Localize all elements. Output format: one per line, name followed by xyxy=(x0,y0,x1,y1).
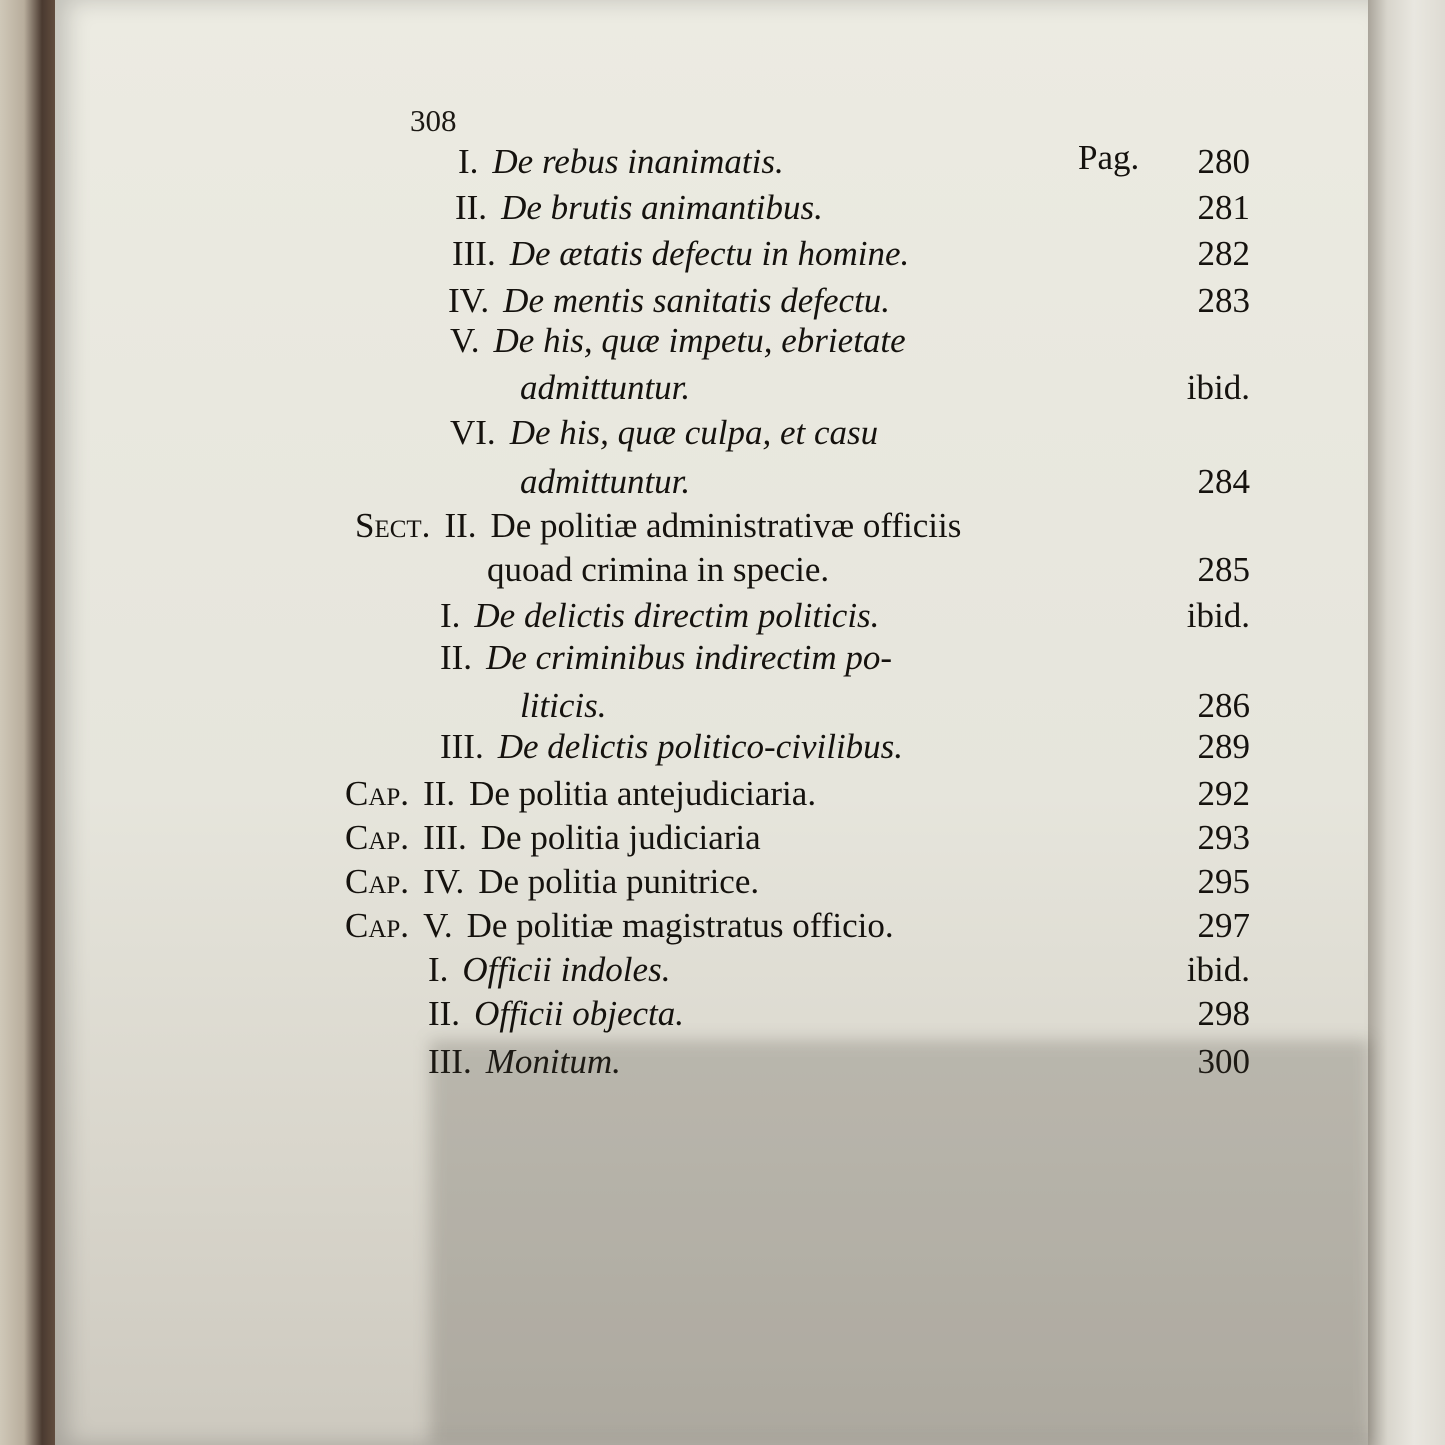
shadow-overlay xyxy=(430,1040,1370,1445)
toc-entry-page: ibid. xyxy=(1186,368,1250,407)
toc-entry-number: VI. xyxy=(450,413,496,452)
toc-entry-number: I. xyxy=(458,142,479,181)
toc-entry-title: De delictis directim politicis. xyxy=(474,596,880,635)
page-column-header: Pag. xyxy=(1078,138,1140,177)
toc-entry-page: 280 xyxy=(1197,142,1250,181)
toc-entry-title: De brutis animantibus. xyxy=(501,188,823,227)
toc-entry-number: V. xyxy=(450,321,480,360)
toc-entry-prefix: Cap. xyxy=(345,862,410,901)
toc-entry-title: De his, quæ culpa, et casu xyxy=(509,413,879,452)
toc-entry-page: 282 xyxy=(1197,234,1250,273)
toc-entry xyxy=(345,904,894,948)
toc-entry-title: De rebus inanimatis. xyxy=(492,142,784,181)
toc-entry-title: De politiæ magistratus officio. xyxy=(466,906,894,945)
toc-entry-number: V. xyxy=(423,906,453,945)
toc-entry-number: III. xyxy=(452,234,496,273)
toc-entry-number: II. xyxy=(440,638,473,677)
toc-entry-page: 281 xyxy=(1197,188,1250,227)
toc-entry-page: 283 xyxy=(1197,281,1250,320)
toc-entry-page: 286 xyxy=(1197,686,1250,725)
toc-entry-title: De mentis sanitatis defectu. xyxy=(503,281,891,320)
toc-entry xyxy=(440,636,892,680)
toc-entry-title: De politia punitrice. xyxy=(478,862,760,901)
toc-entry-prefix: Cap. xyxy=(345,906,410,945)
toc-entry xyxy=(355,504,961,548)
toc-entry-page: 300 xyxy=(1197,1042,1250,1081)
toc-entry-number: III. xyxy=(440,727,484,766)
toc-entry-page: 289 xyxy=(1197,727,1250,766)
toc-entry xyxy=(450,319,906,363)
toc-entry-page: 297 xyxy=(1197,906,1250,945)
toc-entry xyxy=(520,460,690,504)
toc-entry xyxy=(428,948,670,992)
toc-entry-title: Officii objecta. xyxy=(474,994,685,1033)
toc-entry-title: De ætatis defectu in homine. xyxy=(509,234,910,273)
toc-entry-number: I. xyxy=(428,950,449,989)
book-spine xyxy=(0,0,60,1445)
toc-entry-page: 298 xyxy=(1197,994,1250,1033)
toc-entry-title: quoad crimina in specie. xyxy=(487,550,830,589)
toc-entry-title: liticis. xyxy=(520,686,607,725)
toc-entry-page: 292 xyxy=(1197,774,1250,813)
toc-entry-number: II. xyxy=(423,774,456,813)
toc-entry-title: Monitum. xyxy=(485,1042,621,1081)
toc-entry xyxy=(345,816,761,860)
toc-entry xyxy=(345,860,759,904)
toc-entry xyxy=(458,140,784,184)
toc-entry-number: II. xyxy=(444,506,477,545)
toc-entry-number: III. xyxy=(423,818,467,857)
toc-entry-title: Officii indoles. xyxy=(462,950,671,989)
toc-entry xyxy=(440,594,879,638)
toc-entry xyxy=(345,772,816,816)
toc-entry-number: IV. xyxy=(423,862,465,901)
toc-entry-number: II. xyxy=(428,994,461,1033)
toc-entry xyxy=(428,992,684,1036)
toc-entry-title: De delictis politico-civilibus. xyxy=(497,727,904,766)
toc-entry-title: De politia judiciaria xyxy=(480,818,761,857)
toc-entry-page: 295 xyxy=(1197,862,1250,901)
toc-entry-page: ibid. xyxy=(1186,950,1250,989)
toc-entry-page: ibid. xyxy=(1186,596,1250,635)
toc-entry xyxy=(487,548,829,592)
toc-entry xyxy=(455,186,823,230)
toc-entry xyxy=(448,279,890,323)
toc-entry-title: admittuntur. xyxy=(520,368,691,407)
toc-entry-title: admittuntur. xyxy=(520,462,691,501)
toc-entry-page: 284 xyxy=(1197,462,1250,501)
page-number: 308 xyxy=(410,103,457,138)
toc-entry xyxy=(520,684,607,728)
facing-page-edge xyxy=(1368,0,1445,1445)
toc-entry xyxy=(440,725,903,769)
toc-entry-prefix: Sect. xyxy=(355,506,431,545)
toc-entry-number: IV. xyxy=(448,281,490,320)
toc-entry-page: 285 xyxy=(1197,550,1250,589)
toc-entry xyxy=(520,366,690,410)
toc-entry-number: III. xyxy=(428,1042,472,1081)
toc-entry xyxy=(452,232,909,276)
toc-entry-prefix: Cap. xyxy=(345,774,410,813)
toc-entry-title: De criminibus indirectim po- xyxy=(486,638,893,677)
toc-entry-title: De his, quæ impetu, ebrietate xyxy=(493,321,906,360)
toc-entry-page: 293 xyxy=(1197,818,1250,857)
toc-entry-prefix: Cap. xyxy=(345,818,410,857)
toc-entry-title: De politia antejudiciaria. xyxy=(469,774,817,813)
toc-entry-number: I. xyxy=(440,596,461,635)
toc-entry xyxy=(450,411,878,455)
toc-entry-title: De politiæ administrativæ officiis xyxy=(490,506,962,545)
toc-entry-number: II. xyxy=(455,188,488,227)
